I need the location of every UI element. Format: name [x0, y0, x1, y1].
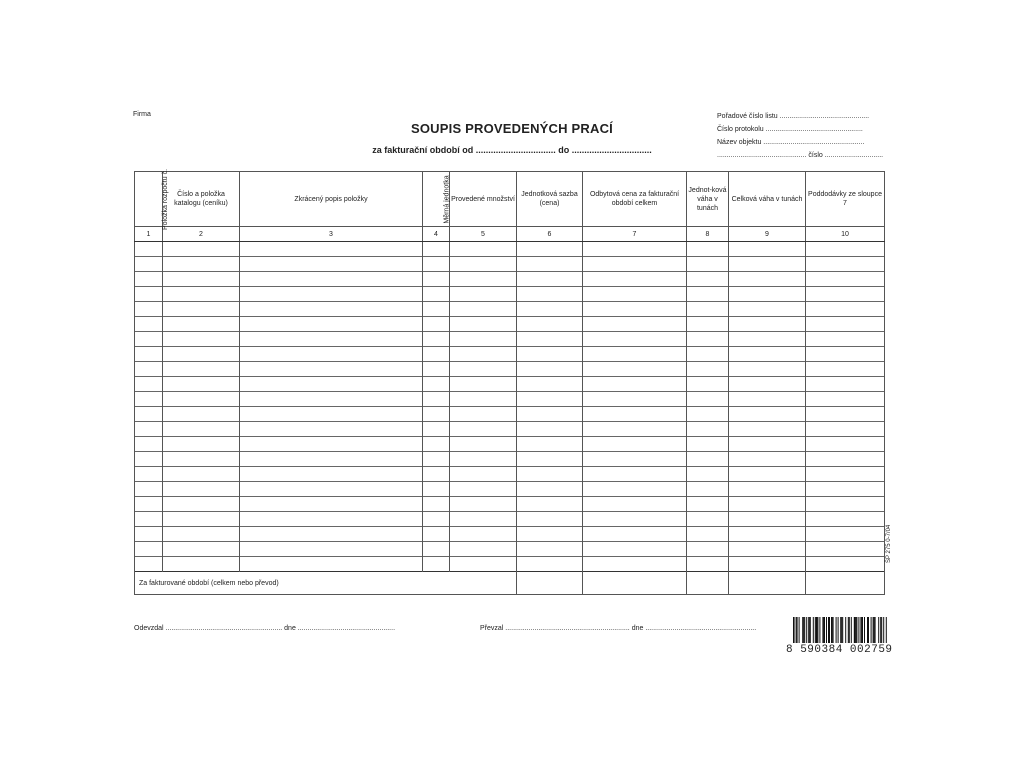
col-number: 4 — [423, 227, 450, 242]
table-cell[interactable] — [450, 302, 517, 317]
table-row — [135, 362, 885, 377]
table-row — [135, 287, 885, 302]
table-cell[interactable] — [135, 497, 163, 512]
table-row — [135, 437, 885, 452]
col-header-8: Jednot-ková váha v tunách — [687, 172, 729, 227]
table-row — [135, 392, 885, 407]
table-cell[interactable] — [450, 527, 517, 542]
table-cell[interactable] — [806, 242, 885, 257]
table-cell[interactable] — [517, 287, 583, 302]
col-number: 9 — [729, 227, 806, 242]
table-cell[interactable] — [583, 257, 687, 272]
table-cell[interactable] — [517, 302, 583, 317]
meta-sheet-number: Pořadové číslo listu .............................................. — [717, 113, 870, 120]
table-cell[interactable] — [729, 407, 806, 422]
table-row — [135, 512, 885, 527]
table-cell[interactable] — [583, 362, 687, 377]
table-cell[interactable] — [240, 542, 423, 557]
work-table — [134, 168, 885, 595]
table-cell[interactable] — [517, 542, 583, 557]
table-cell[interactable] — [240, 392, 423, 407]
table-cell[interactable] — [517, 332, 583, 347]
table-cell[interactable] — [687, 542, 729, 557]
table-cell[interactable] — [450, 362, 517, 377]
table-cell[interactable] — [583, 407, 687, 422]
document-title: SOUPIS PROVEDENÝCH PRACÍ — [410, 121, 613, 136]
form-code: ŠP 275 0-7/04 — [886, 524, 892, 563]
table-cell[interactable] — [163, 392, 240, 407]
summary-cell-total-price[interactable] — [583, 572, 687, 595]
table-row — [135, 347, 885, 362]
table-cell[interactable] — [423, 422, 450, 437]
table-cell[interactable] — [583, 392, 687, 407]
table-cell[interactable] — [729, 497, 806, 512]
table-cell[interactable] — [240, 302, 423, 317]
table-cell[interactable] — [450, 242, 517, 257]
table-cell[interactable] — [423, 332, 450, 347]
table-cell[interactable] — [135, 512, 163, 527]
table-cell[interactable] — [583, 242, 687, 257]
table-cell[interactable] — [517, 317, 583, 332]
col-number: 7 — [583, 227, 687, 242]
table-cell[interactable] — [517, 497, 583, 512]
table-cell[interactable] — [806, 452, 885, 467]
table-cell[interactable] — [423, 272, 450, 287]
table-cell[interactable] — [517, 512, 583, 527]
table-cell[interactable] — [450, 257, 517, 272]
company-label: Firma — [133, 111, 151, 118]
table-cell[interactable] — [729, 452, 806, 467]
table-cell[interactable] — [583, 422, 687, 437]
table-cell[interactable] — [583, 467, 687, 482]
table-cell[interactable] — [423, 452, 450, 467]
table-cell[interactable] — [583, 347, 687, 362]
table-cell[interactable] — [806, 302, 885, 317]
table-cell[interactable] — [729, 512, 806, 527]
received-line: Převzal ................................................................ dne ......................................................... — [480, 625, 757, 632]
header-row — [135, 172, 885, 227]
table-cell[interactable] — [135, 287, 163, 302]
table-cell[interactable] — [423, 557, 450, 572]
table-cell[interactable] — [163, 542, 240, 557]
table-cell[interactable] — [687, 482, 729, 497]
table-cell[interactable] — [687, 392, 729, 407]
table-cell[interactable] — [163, 512, 240, 527]
col-number: 2 — [163, 227, 240, 242]
table-cell[interactable] — [163, 377, 240, 392]
table-cell[interactable] — [583, 287, 687, 302]
table-cell[interactable] — [423, 377, 450, 392]
table-cell[interactable] — [583, 497, 687, 512]
table-cell[interactable] — [135, 347, 163, 362]
table-cell[interactable] — [135, 407, 163, 422]
table-cell[interactable] — [517, 242, 583, 257]
table-cell[interactable] — [729, 467, 806, 482]
table-cell[interactable] — [240, 422, 423, 437]
table-cell[interactable] — [687, 512, 729, 527]
col-number: 1 — [135, 227, 163, 242]
table-cell[interactable] — [163, 332, 240, 347]
table-cell[interactable] — [806, 317, 885, 332]
meta-object-name: Název objektu .................................................... — [717, 139, 865, 146]
table-cell[interactable] — [806, 482, 885, 497]
table-cell[interactable] — [806, 332, 885, 347]
col-header-6: Jednotková sazba (cena) — [517, 172, 583, 227]
table-cell[interactable] — [583, 452, 687, 467]
table-cell[interactable] — [240, 557, 423, 572]
table-cell[interactable] — [583, 557, 687, 572]
table-cell[interactable] — [450, 377, 517, 392]
barcode-digits: 8 590384 002759 — [786, 644, 893, 656]
table-cell[interactable] — [687, 272, 729, 287]
table-cell[interactable] — [423, 437, 450, 452]
table-cell[interactable] — [517, 482, 583, 497]
table-cell[interactable] — [163, 452, 240, 467]
table-cell[interactable] — [729, 422, 806, 437]
table-cell[interactable] — [240, 437, 423, 452]
table-cell[interactable] — [517, 257, 583, 272]
table-cell[interactable] — [729, 302, 806, 317]
table-row — [135, 497, 885, 512]
table-cell[interactable] — [240, 332, 423, 347]
summary-row — [135, 572, 885, 595]
table-cell[interactable] — [240, 272, 423, 287]
table-cell[interactable] — [806, 257, 885, 272]
table-cell[interactable] — [583, 302, 687, 317]
table-cell[interactable] — [240, 527, 423, 542]
table-cell[interactable] — [583, 317, 687, 332]
table-cell[interactable] — [163, 302, 240, 317]
table-cell[interactable] — [423, 497, 450, 512]
table-row — [135, 542, 885, 557]
table-cell[interactable] — [423, 527, 450, 542]
table-row — [135, 527, 885, 542]
table-cell[interactable] — [135, 392, 163, 407]
table-cell[interactable] — [583, 272, 687, 287]
table-cell[interactable] — [517, 272, 583, 287]
table-cell[interactable] — [729, 542, 806, 557]
billing-period-line: za fakturační období od ................................ do ................................ — [372, 145, 652, 155]
table-cell[interactable] — [450, 422, 517, 437]
col-header-4: Měrná jednotka — [423, 172, 450, 227]
table-cell[interactable] — [517, 467, 583, 482]
table-cell[interactable] — [583, 542, 687, 557]
table-cell[interactable] — [135, 257, 163, 272]
table-cell[interactable] — [450, 497, 517, 512]
table-cell[interactable] — [450, 272, 517, 287]
table-cell[interactable] — [163, 557, 240, 572]
table-cell[interactable] — [135, 437, 163, 452]
table-cell[interactable] — [583, 377, 687, 392]
table-cell[interactable] — [729, 332, 806, 347]
table-cell[interactable] — [163, 482, 240, 497]
table-cell[interactable] — [806, 422, 885, 437]
table-cell[interactable] — [517, 377, 583, 392]
table-row — [135, 332, 885, 347]
table-cell[interactable] — [240, 497, 423, 512]
table-cell[interactable] — [450, 287, 517, 302]
table-cell[interactable] — [163, 257, 240, 272]
table-cell[interactable] — [687, 302, 729, 317]
table-row — [135, 317, 885, 332]
table-cell[interactable] — [517, 347, 583, 362]
table-cell[interactable] — [135, 542, 163, 557]
table-cell[interactable] — [240, 452, 423, 467]
table-cell[interactable] — [583, 332, 687, 347]
table-row — [135, 302, 885, 317]
table-cell[interactable] — [423, 242, 450, 257]
table-cell[interactable] — [240, 287, 423, 302]
table-cell[interactable] — [240, 257, 423, 272]
table-cell[interactable] — [687, 242, 729, 257]
table-cell[interactable] — [806, 467, 885, 482]
table-cell[interactable] — [240, 347, 423, 362]
table-cell[interactable] — [687, 422, 729, 437]
table-row — [135, 272, 885, 287]
table-cell[interactable] — [517, 392, 583, 407]
table-row — [135, 377, 885, 392]
table-cell[interactable] — [687, 527, 729, 542]
table-cell[interactable] — [517, 407, 583, 422]
table-cell[interactable] — [687, 257, 729, 272]
table-cell[interactable] — [806, 392, 885, 407]
table-cell[interactable] — [729, 317, 806, 332]
table-row — [135, 407, 885, 422]
table-cell[interactable] — [240, 407, 423, 422]
table-cell[interactable] — [450, 452, 517, 467]
table-cell[interactable] — [163, 467, 240, 482]
table-cell[interactable] — [163, 347, 240, 362]
table-cell[interactable] — [729, 377, 806, 392]
table-cell[interactable] — [517, 422, 583, 437]
table-cell[interactable] — [583, 512, 687, 527]
table-cell[interactable] — [687, 362, 729, 377]
table-cell[interactable] — [135, 482, 163, 497]
summary-cell-subcontracts[interactable] — [806, 572, 885, 595]
table-cell[interactable] — [729, 557, 806, 572]
col-number: 5 — [450, 227, 517, 242]
table-cell[interactable] — [583, 437, 687, 452]
table-cell[interactable] — [135, 377, 163, 392]
table-cell[interactable] — [135, 452, 163, 467]
table-cell[interactable] — [806, 377, 885, 392]
table-cell[interactable] — [163, 407, 240, 422]
table-cell[interactable] — [450, 437, 517, 452]
table-cell[interactable] — [687, 437, 729, 452]
table-cell[interactable] — [135, 422, 163, 437]
table-cell[interactable] — [450, 392, 517, 407]
table-cell[interactable] — [687, 557, 729, 572]
table-cell[interactable] — [135, 527, 163, 542]
table-cell[interactable] — [583, 482, 687, 497]
table-cell[interactable] — [135, 362, 163, 377]
table-cell[interactable] — [517, 452, 583, 467]
table-cell[interactable] — [163, 317, 240, 332]
table-cell[interactable] — [240, 512, 423, 527]
table-cell[interactable] — [729, 392, 806, 407]
table-cell[interactable] — [240, 242, 423, 257]
table-cell[interactable] — [423, 482, 450, 497]
col-header-2: Číslo a položka katalogu (ceníku) — [163, 172, 240, 227]
table-cell[interactable] — [240, 362, 423, 377]
handed-over-line: Odevzdal ............................................................ dne .................................................. — [134, 625, 396, 632]
table-row — [135, 422, 885, 437]
meta-fields — [717, 110, 887, 162]
meta-protocol-number: Číslo protokolu .................................................. — [717, 126, 863, 133]
table-cell[interactable] — [163, 422, 240, 437]
column-number-row — [135, 227, 885, 242]
table-cell[interactable] — [240, 482, 423, 497]
table-cell[interactable] — [423, 287, 450, 302]
table-row — [135, 557, 885, 572]
table-cell[interactable] — [687, 377, 729, 392]
table-cell[interactable] — [729, 257, 806, 272]
table-cell[interactable] — [240, 377, 423, 392]
table-cell[interactable] — [687, 452, 729, 467]
col-header-3: Zkrácený popis položky — [240, 172, 423, 227]
col-number: 10 — [806, 227, 885, 242]
table-cell[interactable] — [806, 347, 885, 362]
table-cell[interactable] — [729, 242, 806, 257]
table-cell[interactable] — [135, 272, 163, 287]
table-row — [135, 467, 885, 482]
table-cell[interactable] — [240, 317, 423, 332]
table-cell[interactable] — [450, 557, 517, 572]
col-number: 8 — [687, 227, 729, 242]
table-cell[interactable] — [729, 347, 806, 362]
table-cell[interactable] — [423, 512, 450, 527]
table-cell[interactable] — [135, 332, 163, 347]
table-cell[interactable] — [423, 257, 450, 272]
table-cell[interactable] — [135, 467, 163, 482]
summary-cell-unit-price[interactable] — [517, 572, 583, 595]
table-cell[interactable] — [806, 542, 885, 557]
table-cell[interactable] — [517, 362, 583, 377]
table-cell[interactable] — [687, 287, 729, 302]
table-cell[interactable] — [806, 497, 885, 512]
table-cell[interactable] — [806, 557, 885, 572]
table-cell[interactable] — [687, 317, 729, 332]
col-header-7: Odbytová cena za fakturační období celkem — [583, 172, 687, 227]
col-number: 6 — [517, 227, 583, 242]
table-cell[interactable] — [450, 317, 517, 332]
table-cell[interactable] — [423, 542, 450, 557]
table-cell[interactable] — [423, 362, 450, 377]
table-cell[interactable] — [729, 362, 806, 377]
table-cell[interactable] — [517, 557, 583, 572]
table-cell[interactable] — [450, 467, 517, 482]
table-cell[interactable] — [806, 437, 885, 452]
table-cell[interactable] — [806, 407, 885, 422]
table-cell[interactable] — [423, 317, 450, 332]
table-cell[interactable] — [450, 482, 517, 497]
table-cell[interactable] — [517, 437, 583, 452]
table-cell[interactable] — [687, 467, 729, 482]
summary-cell-total-weight[interactable] — [729, 572, 806, 595]
table-cell[interactable] — [423, 467, 450, 482]
table-cell[interactable] — [163, 242, 240, 257]
summary-label: Za fakturované období (celkem nebo převod) — [135, 572, 517, 595]
table-cell[interactable] — [729, 527, 806, 542]
table-cell[interactable] — [135, 557, 163, 572]
table-row — [135, 452, 885, 467]
table-cell[interactable] — [450, 512, 517, 527]
table-cell[interactable] — [163, 272, 240, 287]
table-cell[interactable] — [163, 362, 240, 377]
table-cell[interactable] — [729, 437, 806, 452]
table-cell[interactable] — [729, 482, 806, 497]
table-row — [135, 242, 885, 257]
table-cell[interactable] — [806, 512, 885, 527]
table-cell[interactable] — [423, 347, 450, 362]
summary-cell-unit-weight[interactable] — [687, 572, 729, 595]
table-cell[interactable] — [729, 272, 806, 287]
table-cell[interactable] — [163, 527, 240, 542]
table-cell[interactable] — [687, 332, 729, 347]
col-header-10: Poddodávky ze sloupce 7 — [806, 172, 885, 227]
table-cell[interactable] — [423, 302, 450, 317]
table-row — [135, 482, 885, 497]
table-cell[interactable] — [135, 317, 163, 332]
table-row — [135, 257, 885, 272]
table-cell[interactable] — [163, 287, 240, 302]
table-cell[interactable] — [583, 527, 687, 542]
table-cell[interactable] — [687, 497, 729, 512]
table-cell[interactable] — [423, 392, 450, 407]
table-cell[interactable] — [687, 347, 729, 362]
table-cell[interactable] — [240, 467, 423, 482]
table-cell[interactable] — [806, 527, 885, 542]
table-cell[interactable] — [806, 287, 885, 302]
table-cell[interactable] — [163, 497, 240, 512]
table-cell[interactable] — [450, 542, 517, 557]
table-cell[interactable] — [450, 332, 517, 347]
table-cell[interactable] — [135, 242, 163, 257]
table-cell[interactable] — [517, 527, 583, 542]
table-cell[interactable] — [423, 407, 450, 422]
col-header-5: Provedené množství — [450, 172, 517, 227]
table-cell[interactable] — [806, 272, 885, 287]
table-cell[interactable] — [806, 362, 885, 377]
col-number: 3 — [240, 227, 423, 242]
table-cell[interactable] — [450, 407, 517, 422]
col-header-9: Celková váha v tunách — [729, 172, 806, 227]
table-cell[interactable] — [135, 302, 163, 317]
meta-number: .............................................. číslo .............................. — [717, 152, 884, 159]
col-header-1: Položka rozpočtu č. — [135, 172, 163, 227]
table-cell[interactable] — [450, 347, 517, 362]
table-body — [135, 242, 885, 572]
table-cell[interactable] — [729, 287, 806, 302]
table-cell[interactable] — [163, 437, 240, 452]
table-cell[interactable] — [687, 407, 729, 422]
